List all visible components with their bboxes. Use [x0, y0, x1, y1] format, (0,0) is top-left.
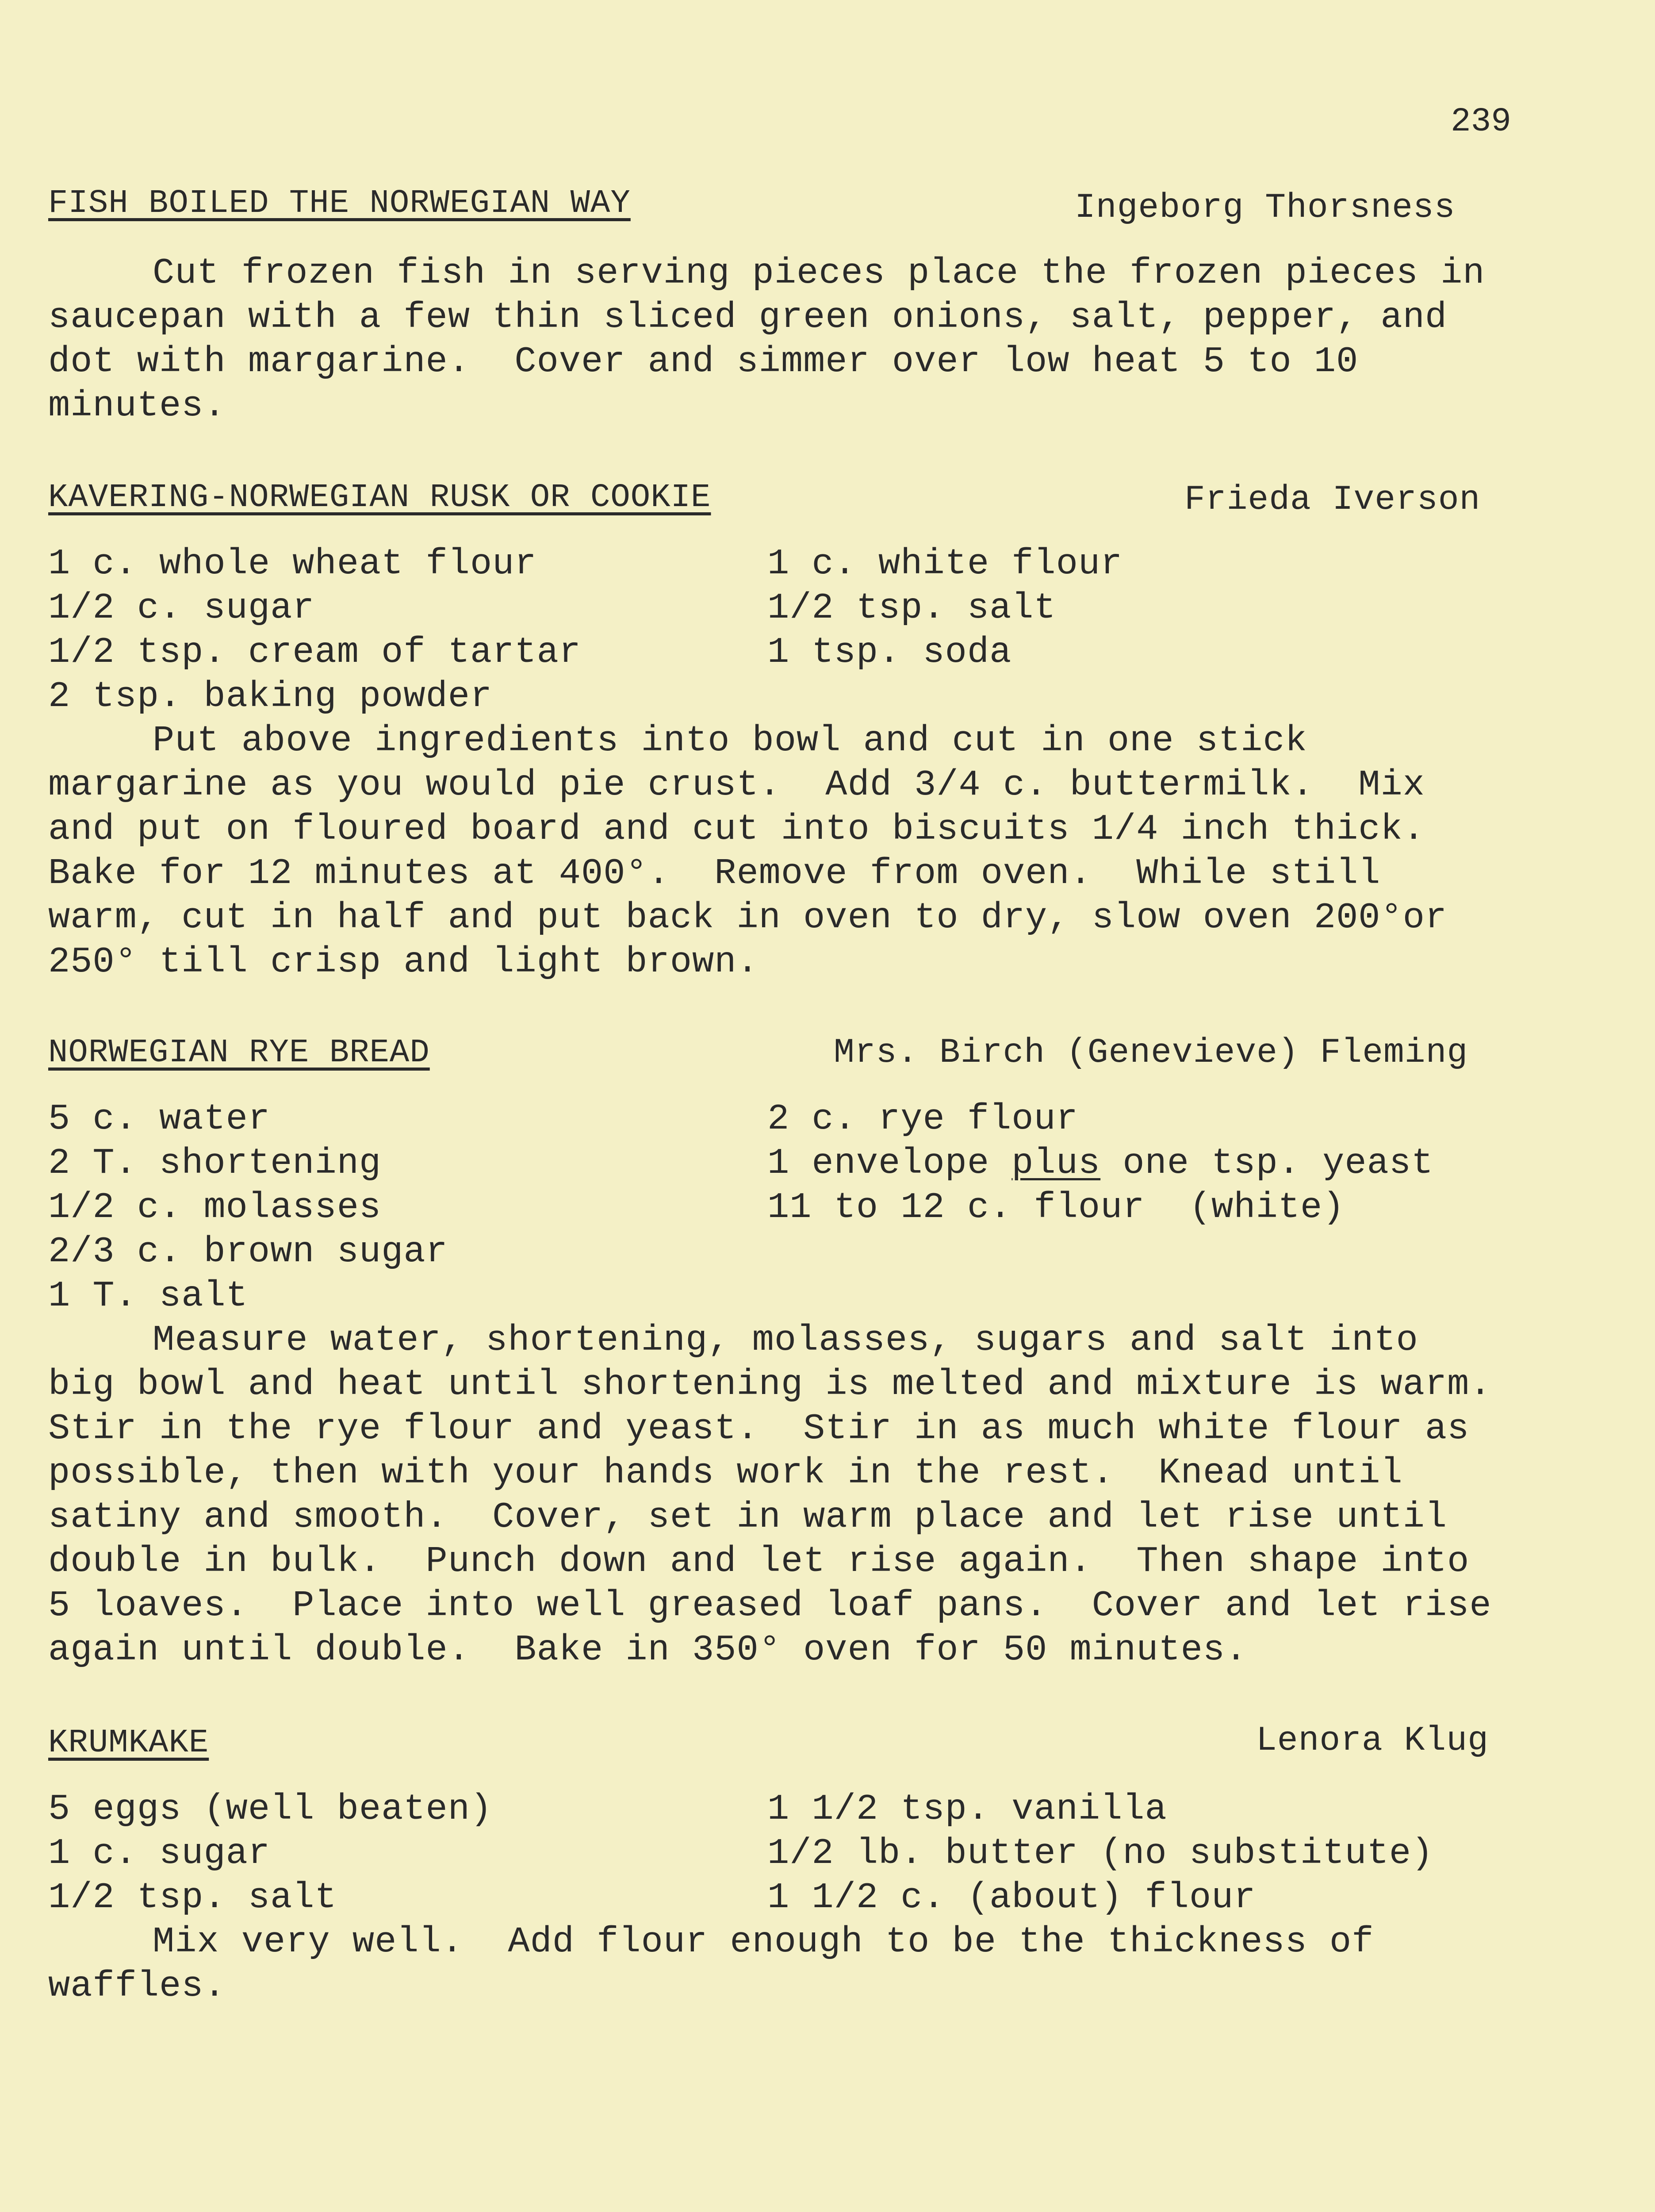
- direction-line: 5 loaves. Place into well greased loaf pans. Cover and let rise: [48, 1585, 1492, 1626]
- ingredient-line: 11 to 12 c. flour (white): [767, 1187, 1345, 1228]
- ingredient-line: 1/2 c. molasses: [48, 1187, 382, 1228]
- recipe-title: KRUMKAKE: [48, 1724, 209, 1762]
- ingredient-line: 1 tsp. soda: [767, 632, 1012, 673]
- ingredient-line: 2/3 c. brown sugar: [48, 1231, 448, 1272]
- direction-line: Put above ingredients into bowl and cut in one stick: [153, 720, 1307, 761]
- recipe-title: FISH BOILED THE NORWEGIAN WAY: [48, 185, 631, 222]
- ingredient-line: 5 eggs (well beaten): [48, 1789, 493, 1830]
- direction-line: Stir in the rye flour and yeast. Stir in as much white flour as: [48, 1408, 1470, 1449]
- ingredient-line: 1/2 tsp. salt: [48, 1877, 337, 1918]
- page-number: 239: [1451, 103, 1511, 141]
- ingredient-line: 1 1/2 tsp. vanilla: [767, 1789, 1167, 1830]
- direction-line: Measure water, shortening, molasses, sugars and salt into: [153, 1320, 1418, 1361]
- direction-line: minutes.: [48, 385, 226, 426]
- direction-line: Cut frozen fish in serving pieces place the frozen pieces in: [153, 253, 1485, 294]
- recipe-author: Ingeborg Thorsness: [1075, 188, 1456, 227]
- direction-line: Bake for 12 minutes at 400°. Remove from oven. While still: [48, 853, 1381, 894]
- ingredient-line: 1 c. sugar: [48, 1833, 271, 1874]
- ingredient-text: one tsp. yeast: [1100, 1143, 1434, 1184]
- direction-line: satiny and smooth. Cover, set in warm place and let rise until: [48, 1497, 1448, 1538]
- ingredient-line: 5 c. water: [48, 1098, 271, 1140]
- ingredient-line: 1 1/2 c. (about) flour: [767, 1877, 1256, 1918]
- direction-line: 250° till crisp and light brown.: [48, 941, 759, 983]
- recipe-title: KAVERING-NORWEGIAN RUSK OR COOKIE: [48, 479, 711, 516]
- direction-line: margarine as you would pie crust. Add 3/4 c. buttermilk. Mix: [48, 764, 1425, 806]
- ingredient-line: 1/2 c. sugar: [48, 588, 315, 629]
- ingredient-line: 1 c. whole wheat flour: [48, 543, 537, 584]
- ingredient-line: 2 tsp. baking powder: [48, 676, 493, 717]
- ingredient-line: 1/2 tsp. salt: [767, 588, 1056, 629]
- ingredient-line: 1 c. white flour: [767, 543, 1123, 584]
- direction-line: warm, cut in half and put back in oven to dry, slow oven 200°or: [48, 897, 1448, 938]
- recipe-author: Lenora Klug: [1256, 1721, 1489, 1760]
- direction-line: big bowl and heat until shortening is melted and mixture is warm.: [48, 1364, 1492, 1405]
- direction-line: possible, then with your hands work in the rest. Knead until: [48, 1452, 1403, 1494]
- direction-line: Mix very well. Add flour enough to be the thickness of: [153, 1921, 1374, 1962]
- direction-line: and put on floured board and cut into biscuits 1/4 inch thick.: [48, 809, 1425, 850]
- direction-line: again until double. Bake in 350° oven for 50 minutes.: [48, 1629, 1248, 1671]
- ingredient-emphasis: plus: [1011, 1143, 1101, 1184]
- direction-line: saucepan with a few thin sliced green onions, salt, pepper, and: [48, 297, 1448, 338]
- direction-line: dot with margarine. Cover and simmer over low heat 5 to 10: [48, 341, 1359, 382]
- ingredient-line: 1/2 lb. butter (no substitute): [767, 1833, 1434, 1874]
- direction-line: waffles.: [48, 1966, 226, 2007]
- recipe-author: Frieda Iverson: [1184, 480, 1481, 519]
- recipe-title: NORWEGIAN RYE BREAD: [48, 1034, 430, 1071]
- ingredient-line: [767, 1141, 1433, 1186]
- ingredient-line: 2 T. shortening: [48, 1143, 382, 1184]
- ingredient-line: 2 c. rye flour: [767, 1098, 1078, 1140]
- ingredient-line: 1/2 tsp. cream of tartar: [48, 632, 581, 673]
- ingredient-text: 1 envelope: [767, 1143, 1012, 1184]
- ingredient-line: 1 T. salt: [48, 1275, 248, 1317]
- recipe-author: Mrs. Birch (Genevieve) Fleming: [834, 1033, 1468, 1072]
- direction-line: double in bulk. Punch down and let rise again. Then shape into: [48, 1541, 1470, 1582]
